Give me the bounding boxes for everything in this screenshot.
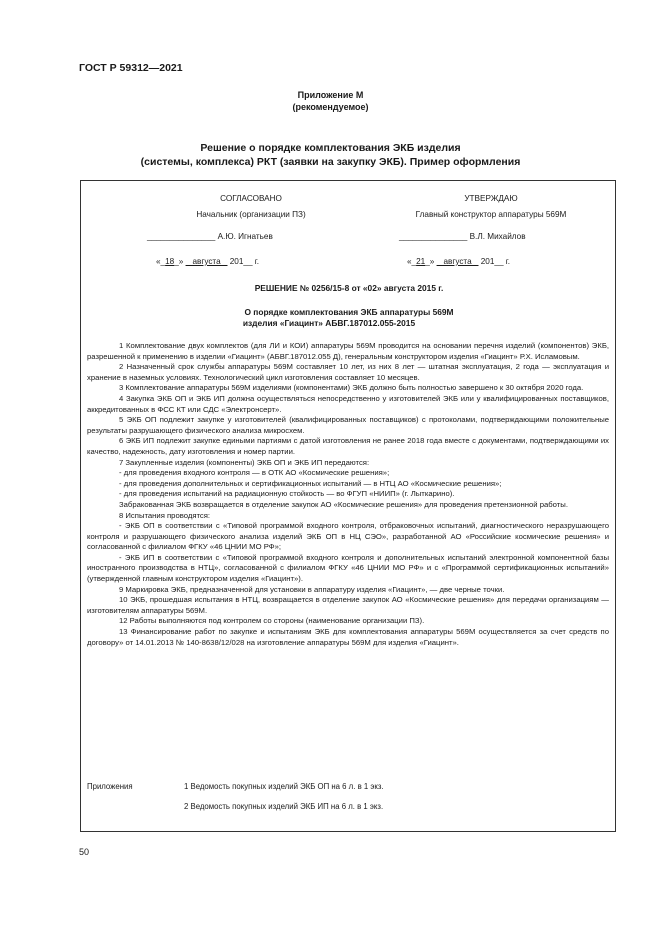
- approval-left-date: «_18_» _ августа _ 201__ г.: [156, 257, 260, 266]
- date-year: 201__ г.: [229, 257, 260, 266]
- standard-header: ГОСТ Р 59312—2021: [79, 62, 183, 74]
- approval-left-heading: СОГЛАСОВАНО: [220, 194, 282, 203]
- paragraph: 12 Работы выполняются под контролем со стороны (наименование организации ПЗ).: [119, 616, 425, 626]
- attachment-item: 2 Ведомость покупных изделий ЭКБ ИП на 6 л. в 1 экз.: [184, 802, 384, 811]
- signatory-name: В.Л. Михайлов: [469, 232, 526, 241]
- paragraph: 13 Финансирование работ по закупке и испытаниям ЭКБ для комплектования аппаратуры 569М осуществляется за счет средств по договору» от 14.01.2013 № 140-8638/12/028 на изготовление аппаратуры 569М для изделия «Гиацинт».: [87, 627, 609, 647]
- paragraph: 1 Комплектование двух комплектов (для ЛИ и КОИ) аппаратуры 569М проводится на основании перечня изделий (компонентов) ЭКБ, разрешенной к применению в изделии «Гиацинт» (АБВГ.187012.055 Д), генеральным конструктором изделия «Гиацинт» Р.Х. Исламовым.: [87, 341, 609, 361]
- paragraph: - для проведения испытаний на радиационную стойкость — во ФГУП «НИИП» (г. Лыткарино).: [119, 489, 455, 499]
- document-title: [0, 141, 661, 169]
- paragraph: 8 Испытания проводятся:: [119, 510, 211, 520]
- approval-right-date: «_21_» _ августа _ 201__ г.: [407, 257, 511, 266]
- date-year: 201__ г.: [480, 257, 511, 266]
- paragraph: 2 Назначенный срок службы аппаратуры 569М составляет 10 лет, из них 8 лет — штатная эксплуатация, 2 года — эксплуатация и хранение в наземных условиях. Технологический цикл изготовления составляет 10 месяцев.: [87, 362, 609, 382]
- paragraph: - ЭКБ ОП в соответствии с «Типовой программой входного контроля, отбраковочных испытаний, диагностического неразрушающего контроля и разрушающего физического анализа изделий ЭКБ ОП в НЦ СЭО», разработанной АО «Российские космические решения» и согласованной с филиалом ФГКУ «46 ЦНИИ МО РФ»;: [87, 521, 609, 552]
- signature-blank: _______________: [147, 232, 216, 241]
- document-title-line1: Решение о порядке комплектования ЭКБ изделия: [200, 142, 461, 154]
- approval-left-signature: [147, 232, 273, 241]
- document-title-line2: (системы, комплекса) РКТ (заявки на закупку ЭКБ). Пример оформления: [140, 156, 521, 168]
- annex-title: [0, 89, 661, 113]
- attachments-label: Приложения: [87, 782, 133, 791]
- annex-label: Приложение М: [297, 90, 364, 100]
- decision-number: РЕШЕНИЕ № 0256/15-8 от «02» августа 2015 г.: [254, 283, 444, 293]
- page-number: 50: [79, 847, 90, 857]
- date-day: 21: [416, 257, 426, 266]
- decision-form-frame: [80, 180, 616, 832]
- paragraph: 7 Закупленные изделия (компоненты) ЭКБ ОП и ЭКБ ИП передаются:: [119, 457, 370, 467]
- decision-body: [87, 341, 609, 648]
- annex-status: (рекомендуемое): [292, 102, 369, 112]
- paragraph: Забракованная ЭКБ возвращается в отделение закупок АО «Космические решения» для проведения претензионной работы.: [119, 499, 568, 509]
- attachment-item: 1 Ведомость покупных изделий ЭКБ ОП на 6 л. в 1 экз.: [184, 782, 384, 791]
- date-day: 18: [165, 257, 175, 266]
- decision-subject-line1: О порядке комплектования ЭКБ аппаратуры 569М: [244, 307, 454, 317]
- approval-right-heading: УТВЕРЖДАЮ: [464, 194, 518, 203]
- paragraph: - ЭКБ ИП в соответствии с «Типовой программой входного контроля и дополнительных испытаний электронной компонентной базы иностранного производства в НТЦ», согласованной с филиалом ФГКУ «46 ЦНИИ МО РФ» и с «Программой сертификационных испытаний» (утвержденной главным конструктором изделия «Гиацинт»).: [87, 552, 609, 584]
- approval-right-position: Главный конструктор аппаратуры 569М: [415, 210, 567, 219]
- approval-right-signature: [399, 232, 526, 241]
- signatory-name: А.Ю. Игнатьев: [217, 232, 273, 241]
- paragraph: 5 ЭКБ ОП подлежит закупке у изготовителей (квалифицированных поставщиков) с протоколами, подтверждающими положительные результаты разрушающего физического анализа микросхем.: [87, 415, 609, 435]
- paragraph: 10 ЭКБ, прошедшая испытания в НТЦ, возвращается в отделение закупок АО «Космические решения» для передачи организациям — изготовителям аппаратуры 569М.: [87, 595, 609, 615]
- paragraph: 9 Маркировка ЭКБ, предназначенной для установки в аппаратуру изделия «Гиацинт», — две черные точки.: [119, 584, 505, 594]
- approval-left-position: Начальник (организации ПЗ): [196, 210, 306, 219]
- date-month: _ августа _: [185, 257, 228, 266]
- paragraph: 6 ЭКБ ИП подлежит закупке едиными партиями с датой изготовления не ранее 2018 года вместе с документами, подтверждающими их качество, надежность, дату изготовления и номер партии.: [87, 436, 609, 456]
- date-month: _ августа _: [436, 257, 479, 266]
- paragraph: 3 Комплектование аппаратуры 569М изделиями (компонентами) ЭКБ должно быть полностью завершено к 30 октября 2020 года.: [119, 383, 584, 393]
- paragraph: - для проведения дополнительных и сертификационных испытаний — в НТЦ АО «Космические решения»;: [119, 478, 502, 488]
- decision-subject-line2: изделия «Гиацинт» АБВГ.187012.055-2015: [242, 318, 416, 328]
- paragraph: - для проведения входного контроля — в ОТК АО «Космические решения»;: [119, 468, 390, 478]
- signature-blank: _______________: [399, 232, 468, 241]
- paragraph: 4 Закупка ЭКБ ОП и ЭКБ ИП должна осуществляться непосредственно у изготовителей ЭКБ или у квалифицированных поставщиков, аккредитованных в ФСС КТ или СДС «Электронсерт».: [87, 393, 609, 414]
